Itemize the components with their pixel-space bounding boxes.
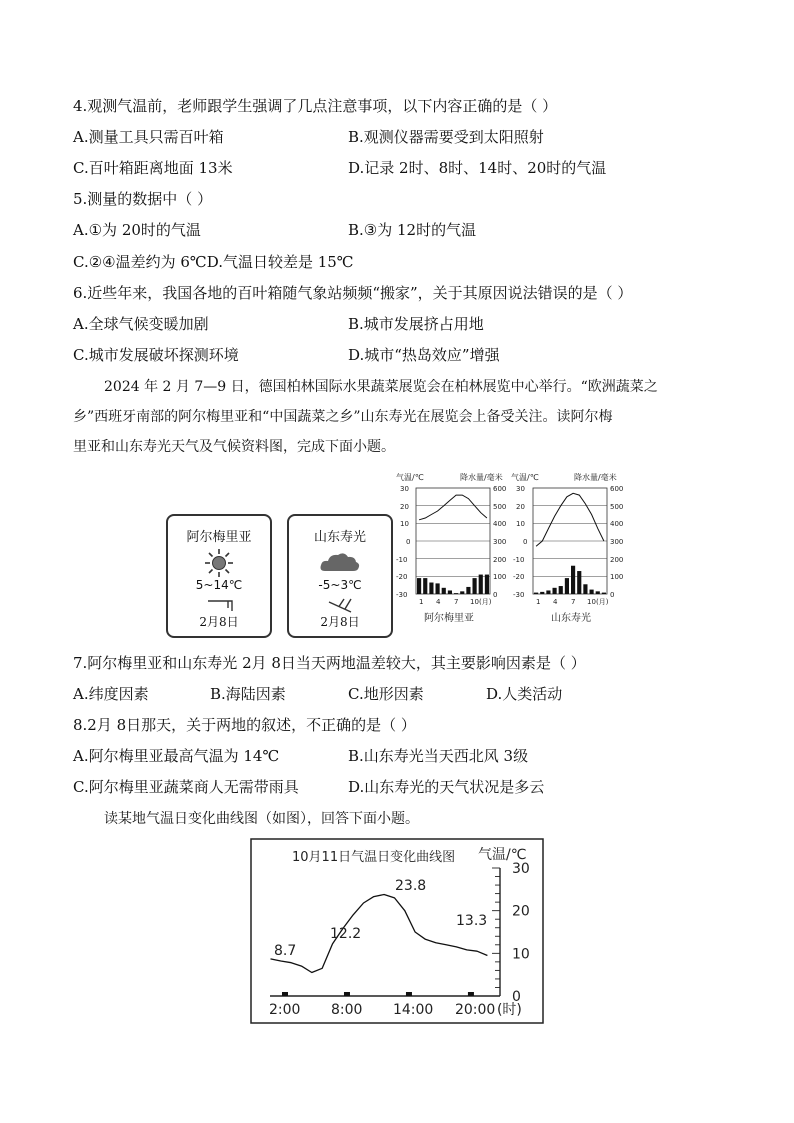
tick-label: 300 xyxy=(493,538,507,546)
data-label: 8.7 xyxy=(274,943,297,959)
tick-label: 0 xyxy=(523,538,528,546)
shouguang-precip-bar xyxy=(534,593,538,594)
tick-label: -10 xyxy=(396,556,408,564)
almeria-precip-bar xyxy=(473,578,477,594)
q4-option-a[interactable]: A.测量工具只需百叶箱 xyxy=(73,128,224,146)
almeria-name: 阿尔梅里亚 xyxy=(186,530,252,545)
almeria-precip-bar xyxy=(436,583,440,594)
almeria-precip-bar xyxy=(423,578,427,594)
tick-label: 500 xyxy=(610,503,624,511)
shouguang-precip-axis-label: 降水量/毫米 xyxy=(574,473,617,482)
tick-label: 600 xyxy=(610,485,624,493)
x-tick xyxy=(344,992,350,996)
almeria-precip-bar xyxy=(466,587,470,594)
data-label: 12.2 xyxy=(330,926,362,942)
almeria-precip-bar xyxy=(417,578,421,594)
tick-label: 30 xyxy=(400,485,409,493)
chart-title: 10月11日气温日变化曲线图 xyxy=(292,850,456,865)
x-tick-label: 14:00 xyxy=(392,1002,434,1018)
tick-label: 100 xyxy=(610,573,624,581)
data-label: 13.3 xyxy=(456,913,488,929)
x-axis-unit: (时) xyxy=(496,1002,522,1018)
x-tick xyxy=(468,992,474,996)
q5-option-a[interactable]: A.①为 20时的气温 xyxy=(73,221,201,239)
passage-2: 读某地气温日变化曲线图（如图），回答下面小题。 xyxy=(104,811,419,827)
q5-option-b[interactable]: B.③为 12时的气温 xyxy=(348,221,477,239)
shouguang-precip-bar xyxy=(590,590,594,594)
q4-stem: 4.观测气温前，老师跟学生强调了几点注意事项，以下内容正确的是（ ） xyxy=(73,97,558,115)
almeria-temp-range: 5~14℃ xyxy=(195,578,243,592)
shouguang-precip-bar xyxy=(577,571,581,594)
q4-option-b[interactable]: B.观测仪器需要受到太阳照射 xyxy=(348,128,544,146)
shouguang-temp-range: -5~3℃ xyxy=(318,578,362,592)
x-tick-label: 20:00 xyxy=(454,1002,496,1018)
wind-barb-icon xyxy=(206,599,236,613)
shouguang-date: 2月8日 xyxy=(320,615,360,629)
passage-line-1: 2024 年 2 月 7—9 日，德国柏林国际水果蔬菜展览会在柏林展览中心举行。“欧洲蔬菜之 xyxy=(104,379,658,395)
shouguang-precip-bar xyxy=(583,584,587,594)
tick-label: 1 xyxy=(419,598,424,606)
q8-option-d[interactable]: D.山东寿光的天气状况是多云 xyxy=(348,778,545,796)
q4-option-d[interactable]: D.记录 2时、8时、14时、20时的气温 xyxy=(348,159,607,177)
y-tick-label: 10 xyxy=(512,946,530,963)
almeria-precip-bar xyxy=(448,590,452,594)
x-tick-label: 8:00 xyxy=(330,1002,363,1018)
almeria-temp-line xyxy=(419,495,487,520)
q6-option-d[interactable]: D.城市“热岛效应”增强 xyxy=(348,346,500,364)
tick-label: 400 xyxy=(493,520,507,528)
q6-option-a[interactable]: A.全球气候变暖加剧 xyxy=(73,315,209,333)
tick-label: -30 xyxy=(513,591,525,599)
almeria-precip-bar xyxy=(485,575,489,594)
tick-label: 200 xyxy=(610,556,624,564)
cloudy-icon xyxy=(319,551,361,573)
sunny-icon xyxy=(204,548,234,578)
q8-option-a[interactable]: A.阿尔梅里亚最高气温为 14℃ xyxy=(73,747,280,765)
shouguang-caption: 山东寿光 xyxy=(551,613,591,624)
shouguang-temp-axis-label: 气温/℃ xyxy=(511,473,539,482)
tick-label: 10 xyxy=(470,598,479,606)
daily-temperature-chart xyxy=(250,838,544,1024)
tick-label: 4 xyxy=(436,598,441,606)
wind-barb-icon xyxy=(327,596,357,614)
x-tick xyxy=(282,992,288,996)
q7-option-b[interactable]: B.海陆因素 xyxy=(210,685,286,703)
tick-label: 30 xyxy=(516,485,525,493)
q8-option-b[interactable]: B.山东寿光当天西北风 3级 xyxy=(348,747,529,765)
almeria-precip-bar xyxy=(479,575,483,594)
shouguang-precip-bar xyxy=(565,578,569,594)
tick-label: 7 xyxy=(571,598,576,606)
tick-label: 10 xyxy=(516,520,525,528)
shouguang-temp-line xyxy=(536,493,604,546)
shouguang-precip-bar xyxy=(571,566,575,594)
shouguang-precip-bar xyxy=(559,586,563,594)
q7-option-d[interactable]: D.人类活动 xyxy=(486,685,563,703)
almeria-precip-bar xyxy=(454,593,458,594)
almeria-precip-bar xyxy=(442,588,446,594)
shouguang-name: 山东寿光 xyxy=(313,530,366,545)
weather-card-almeria xyxy=(166,514,272,638)
tick-label: 300 xyxy=(610,538,624,546)
tick-label: 20 xyxy=(516,503,525,511)
y-tick-label: 30 xyxy=(512,861,530,877)
passage-line-3: 里亚和山东寿光天气及气候资料图，完成下面小题。 xyxy=(73,439,395,455)
q8-option-c[interactable]: C.阿尔梅里亚蔬菜商人无需带雨具 xyxy=(73,778,299,796)
x-tick-label: 2:00 xyxy=(269,1002,301,1018)
q5-stem: 5.测量的数据中（ ） xyxy=(73,190,213,208)
tick-label: 100 xyxy=(493,573,507,581)
tick-label: 200 xyxy=(493,556,507,564)
y-axis-label: 气温/℃ xyxy=(478,847,527,863)
tick-label: 1 xyxy=(536,598,541,606)
almeria-date: 2月8日 xyxy=(199,615,239,629)
y-tick-label: 20 xyxy=(512,903,530,920)
tick-label: 10 xyxy=(587,598,596,606)
data-label: 23.8 xyxy=(395,878,427,894)
climate-charts xyxy=(396,470,628,630)
tick-label: 500 xyxy=(493,503,507,511)
almeria-temp-axis-label: 气温/℃ xyxy=(396,473,424,482)
tick-label: 0 xyxy=(406,538,411,546)
q7-option-a[interactable]: A.纬度因素 xyxy=(73,685,149,703)
tick-label: -20 xyxy=(396,573,408,581)
q4-option-c[interactable]: C.百叶箱距离地面 13米 xyxy=(73,159,233,177)
q8-stem: 8.2月 8日那天，关于两地的叙述，不正确的是（ ） xyxy=(73,716,416,734)
tick-label: 20 xyxy=(400,503,409,511)
tick-label: (月) xyxy=(479,598,492,606)
tick-label: 4 xyxy=(553,598,558,606)
q7-stem: 7.阿尔梅里亚和山东寿光 2月 8日当天两地温差较大，其主要影响因素是（ ） xyxy=(73,654,586,672)
shouguang-precip-bar xyxy=(540,592,544,594)
shouguang-precip-bar xyxy=(596,591,600,594)
almeria-caption: 阿尔梅里亚 xyxy=(424,613,474,624)
shouguang-precip-bar xyxy=(546,590,550,594)
almeria-precip-bar xyxy=(429,583,433,594)
passage-line-2: 乡”西班牙南部的阿尔梅里亚和“中国蔬菜之乡”山东寿光在展览会上备受关注。读阿尔梅 xyxy=(73,409,613,425)
tick-label: 0 xyxy=(610,591,615,599)
q5-option-cd[interactable]: C.②④温差约为 6℃D.气温日较差是 15℃ xyxy=(73,253,354,271)
tick-label: 0 xyxy=(493,591,498,599)
q6-option-c[interactable]: C.城市发展破坏探测环境 xyxy=(73,346,239,364)
q7-option-c[interactable]: C.地形因素 xyxy=(348,685,424,703)
almeria-precip-bar xyxy=(460,591,464,594)
shouguang-precip-bar xyxy=(553,588,557,594)
shouguang-precip-bar xyxy=(602,593,606,594)
tick-label: 600 xyxy=(493,485,507,493)
weather-card-shouguang xyxy=(287,514,393,638)
tick-label: -10 xyxy=(513,556,525,564)
x-tick xyxy=(406,992,412,996)
q6-option-b[interactable]: B.城市发展挤占用地 xyxy=(348,315,484,333)
tick-label: 10 xyxy=(400,520,409,528)
tick-label: -20 xyxy=(513,573,525,581)
tick-label: (月) xyxy=(596,598,609,606)
almeria-precip-axis-label: 降水量/毫米 xyxy=(460,473,503,482)
tick-label: 400 xyxy=(610,520,624,528)
q6-stem: 6.近些年来，我国各地的百叶箱随气象站频频“搬家”，关于其原因说法错误的是（ ） xyxy=(73,284,633,302)
tick-label: -30 xyxy=(396,591,408,599)
tick-label: 7 xyxy=(454,598,459,606)
y-tick-label: 0 xyxy=(512,989,521,1005)
